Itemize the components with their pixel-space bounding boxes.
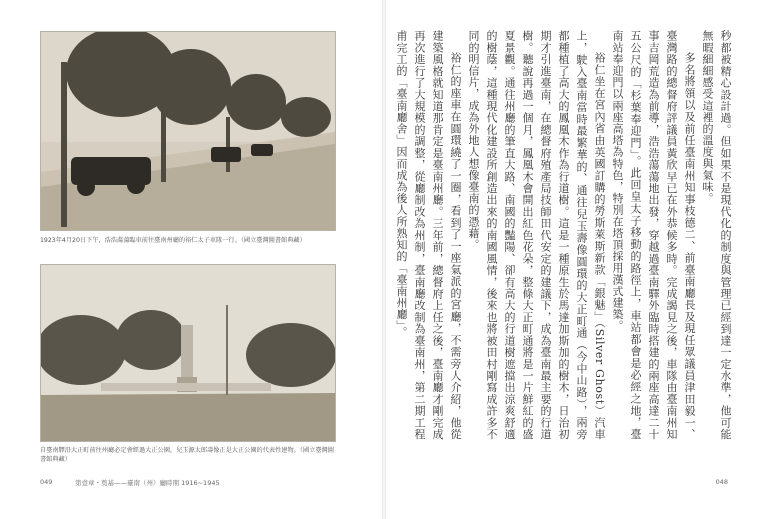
motorcade-photo [40,31,336,231]
running-head: 第壹章・奠基——臺南（州）廳時期 1916~1945 [75,479,220,487]
park-photo [40,264,336,442]
paragraph: 多名將領以及前任臺南州知事枝德二、前臺南廳長及現任眾議員津田毅一、臺灣路的總督府評議員黃欣早已在外恭候多時。完成謁見之後，車隊由臺南州知事吉岡荒造為前導，浩浩蕩蕩地出發，穿越過臺南驛外臨時搭建的兩座高達二十五公尺的「杉葉奉迎門」。此回皇太子移動的路徑上，車站都會是必經之地，臺南站奉迎門以兩座高塔為特色，特別在塔頂採用漢式建築。 [611,30,696,440]
right-page [384,0,768,519]
body-text [395,30,734,440]
paragraph: 裕仁的座車在圓環繞了一圈，看到了一座氣派的宮廳，不需旁人介紹，他從建築風格就知道那肯定是臺南州廳。三年前，總督府上任之後，臺南廳才剛完成再次進行了大規模的調整，從廳制改為州制，臺南廳改制為臺南州，第二期工程甫完工的「臺南廳舍」因而成為後人所熟知的「臺南州廳」。 [395,30,462,440]
paragraph: 裕仁坐在宮內省由英國訂購的勞斯萊斯新款「銀魅」（Silver Ghost）汽車上，駛入臺南當時最繁華的、通往兒玉壽像圓環的大正町通（今中山路），兩旁都種植了高大的鳳凰木作為行道樹。這是一種原生於馬達加斯加的樹木，日治初期才引進臺南，在總督府殖產局技師田代安定的建議下，成為臺南最主要的行道樹。聽說再過一個月，鳳凰木會開出紅色花朵，整條大正町通將是一片鮮紅的盛夏景觀。通往州廳的筆直大路、南國的豔陽、卻有高大的行道樹遮擋出涼爽舒適的樹蔭，這種現代化建設所創造出來的南國風情，後來也將被田村剛寫成許多不同的明信片，成為外地人想像臺南的憑藉。 [467,30,606,440]
photo-caption-bottom: 自臺南驛沿大正町前往州廳必定會經過大正公園，兒玉源太郎壽像正是大正公園的代表性建物。（國立臺灣圖書館典藏） [40,447,334,463]
page-number-right: 048 [715,478,728,486]
page-number-left: 049 [40,478,53,486]
photo-caption-top: 1923年4月20日下午，浩浩蕩蕩臨車前往臺南州廳的裕仁太子車隊一行。（國立臺灣圖書館典藏） [40,237,306,244]
paragraph: 秒都被精心設計過。但如果不是現代化的制度與管理已經到達一定水準，他可能無暇細細感受這裡的溫度與氣味。 [701,30,732,440]
